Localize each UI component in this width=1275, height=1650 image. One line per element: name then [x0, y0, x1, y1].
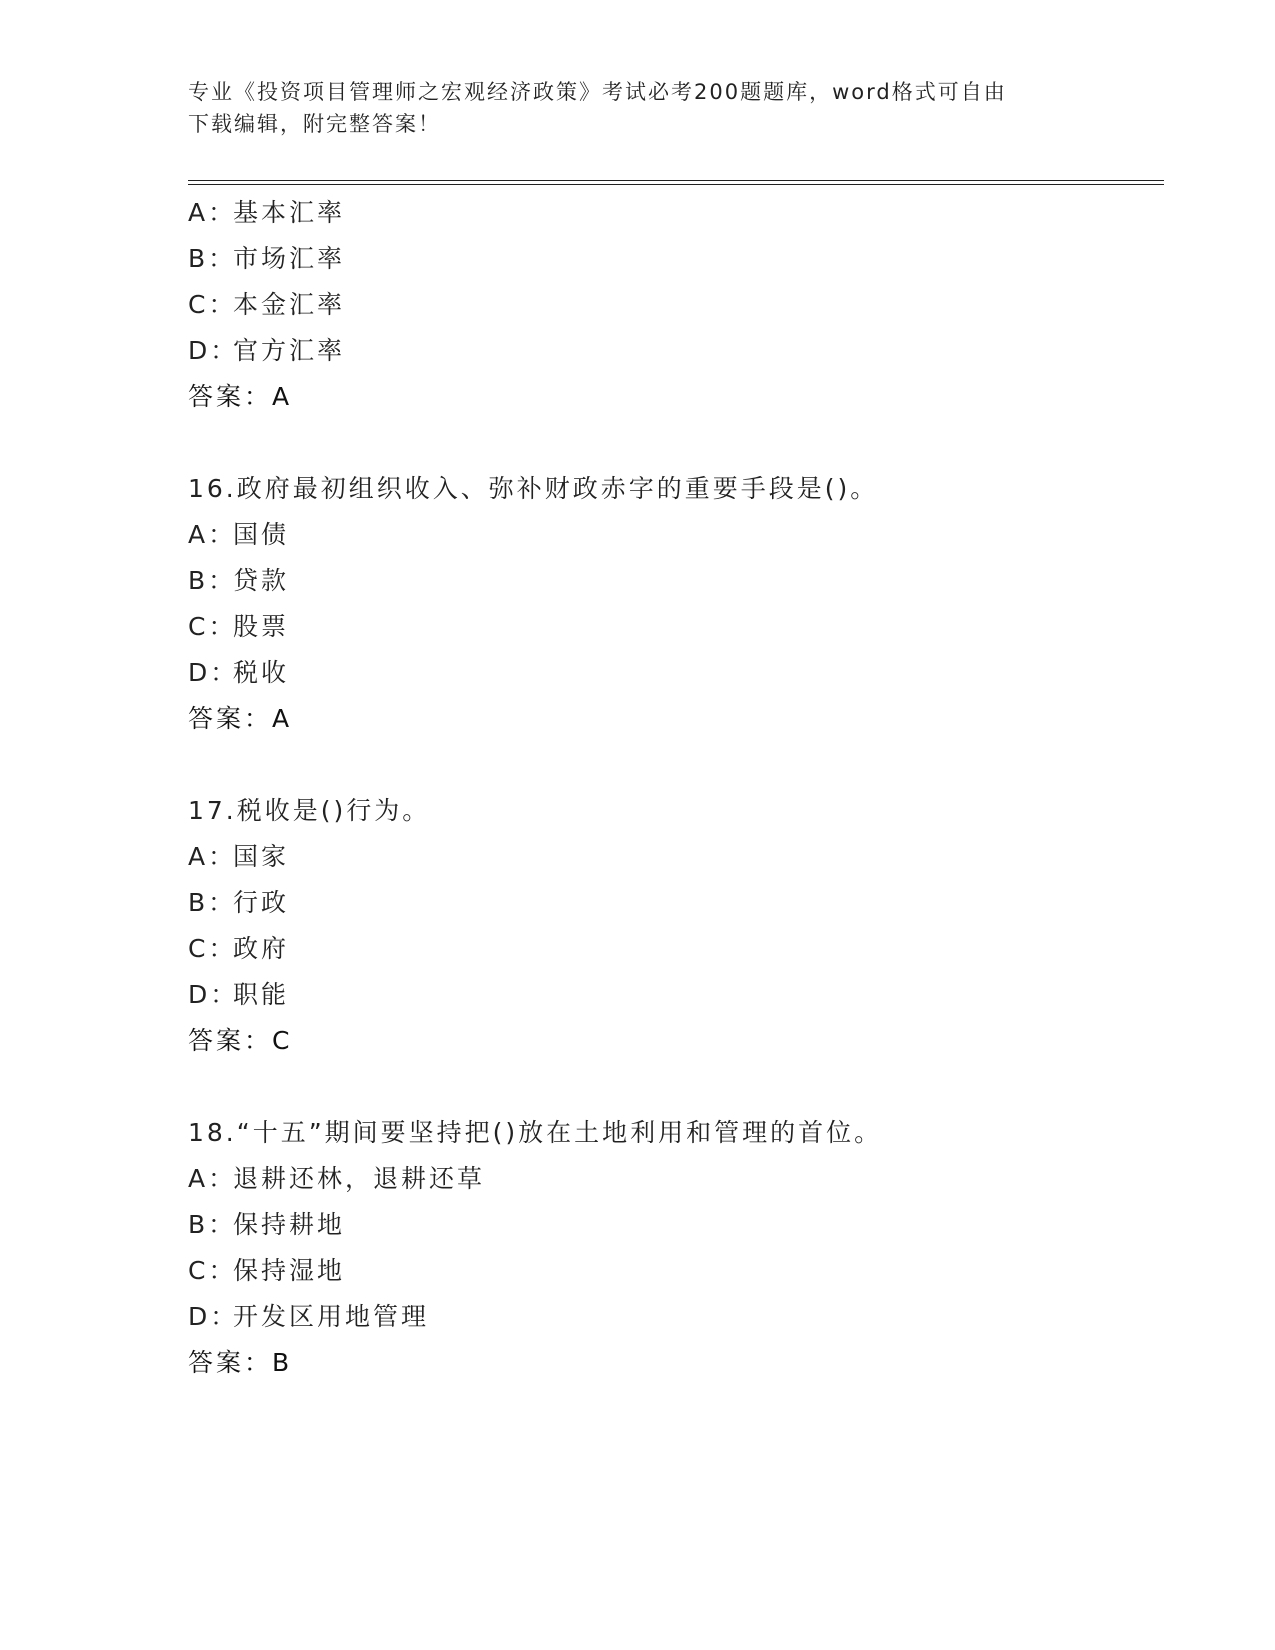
option-key: C：	[188, 934, 237, 963]
option-text: 贷款	[233, 566, 290, 595]
question-16	[188, 466, 1168, 742]
option-text: 基本汇率	[233, 198, 346, 227]
option-text: 国债	[233, 520, 290, 549]
spacer	[188, 420, 1168, 466]
option-d	[188, 972, 1168, 1018]
option-d	[188, 1294, 1168, 1340]
option-text: 官方汇率	[233, 336, 346, 365]
option-text: 政府	[233, 934, 290, 963]
answer: 答案：A	[188, 704, 293, 733]
option-key: B：	[188, 1210, 237, 1239]
option-c	[188, 282, 1168, 328]
option-d	[188, 650, 1168, 696]
option-b	[188, 236, 1168, 282]
question-stem: 17.税收是()行为。	[188, 796, 431, 825]
option-key: A：	[188, 520, 237, 549]
option-text: 开发区用地管理	[233, 1302, 430, 1331]
option-text: 本金汇率	[233, 290, 346, 319]
option-text: 行政	[233, 888, 290, 917]
option-text: 市场汇率	[233, 244, 346, 273]
option-a	[188, 190, 1168, 236]
answer: 答案：A	[188, 382, 293, 411]
option-key: A：	[188, 198, 237, 227]
option-text: 税收	[233, 658, 290, 687]
option-a	[188, 512, 1168, 558]
option-b	[188, 558, 1168, 604]
option-text: 股票	[233, 612, 290, 641]
question-list	[188, 190, 1168, 1386]
document-header	[188, 76, 1088, 140]
option-c	[188, 1248, 1168, 1294]
option-c	[188, 926, 1168, 972]
question-18	[188, 1110, 1168, 1386]
spacer	[188, 1064, 1168, 1110]
option-key: B：	[188, 888, 237, 917]
question-17	[188, 788, 1168, 1064]
option-key: D：	[188, 336, 239, 365]
option-key: C：	[188, 290, 237, 319]
option-key: D：	[188, 1302, 239, 1331]
option-key: C：	[188, 1256, 237, 1285]
option-key: B：	[188, 566, 237, 595]
option-text: 职能	[233, 980, 290, 1009]
option-text: 保持耕地	[233, 1210, 346, 1239]
header-rule-top	[188, 180, 1164, 181]
option-text: 国家	[233, 842, 290, 871]
header-line-2: 下载编辑，附完整答案！	[188, 112, 441, 136]
option-key: A：	[188, 842, 237, 871]
header-line-1: 专业《投资项目管理师之宏观经济政策》考试必考200题题库，word格式可自由	[188, 80, 1007, 104]
option-text: 保持湿地	[233, 1256, 346, 1285]
question-stem: 16.政府最初组织收入、弥补财政赤字的重要手段是()。	[188, 474, 879, 503]
question-15	[188, 190, 1168, 420]
option-key: D：	[188, 658, 239, 687]
option-key: B：	[188, 244, 237, 273]
question-stem: 18.“十五”期间要坚持把()放在土地利用和管理的首位。	[188, 1118, 883, 1147]
option-key: D：	[188, 980, 239, 1009]
option-a	[188, 1156, 1168, 1202]
option-key: A：	[188, 1164, 237, 1193]
option-b	[188, 1202, 1168, 1248]
option-c	[188, 604, 1168, 650]
option-text: 退耕还林，退耕还草	[233, 1164, 486, 1193]
header-rule-bottom	[188, 184, 1164, 185]
spacer	[188, 742, 1168, 788]
option-d	[188, 328, 1168, 374]
option-b	[188, 880, 1168, 926]
option-key: C：	[188, 612, 237, 641]
answer: 答案：C	[188, 1026, 293, 1055]
option-a	[188, 834, 1168, 880]
answer: 答案：B	[188, 1348, 293, 1377]
